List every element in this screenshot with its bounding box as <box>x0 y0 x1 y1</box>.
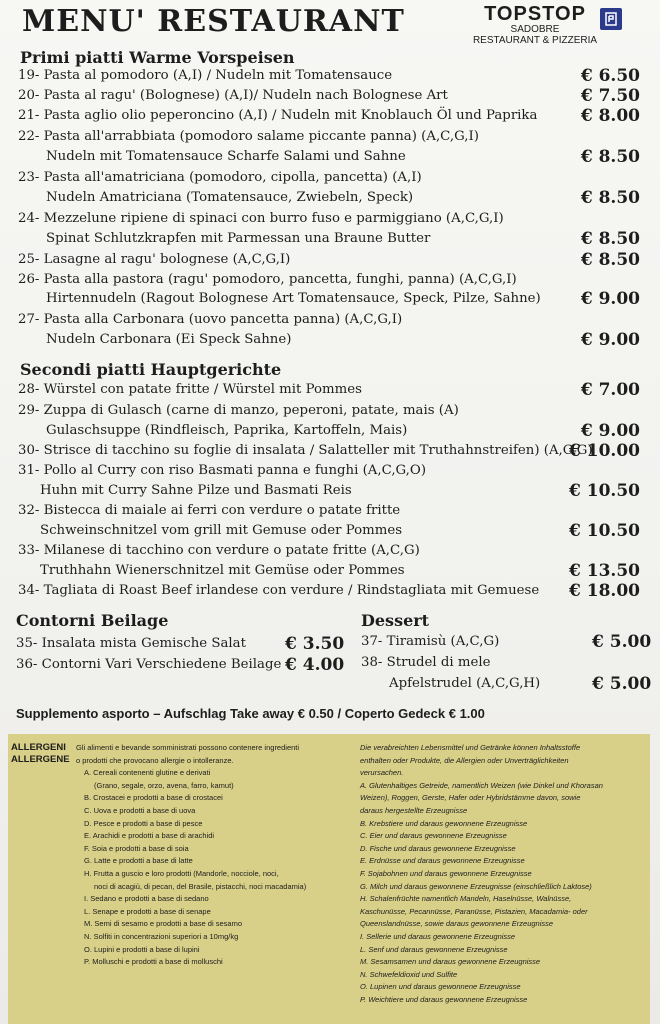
section-heading-dessert: Dessert <box>361 611 430 630</box>
item-translation: Hirtennudeln (Ragout Bolognese Art Tomatensauce, Speck, Pilze, Sahne) <box>46 291 541 306</box>
menu-item <box>18 87 640 105</box>
allergen-panel <box>8 734 650 1024</box>
item-price: € 10.50 <box>569 481 640 501</box>
allergen-line: P. Molluschi e prodotti a base di molluschi <box>84 957 223 967</box>
allergen-line: A. Cereali contenenti glutine e derivati <box>84 768 211 778</box>
item-label: 22- Pasta all'arrabbiata (pomodoro salame piccante panna) (A,C,G,I) <box>18 129 479 144</box>
menu-item <box>18 251 640 269</box>
allergen-heading-it: ALLERGENI <box>11 742 66 753</box>
item-price: € 8.50 <box>580 229 640 249</box>
allergen-line: F. Sojabohnen und daraus gewonnene Erzeugnisse <box>360 868 532 878</box>
allergen-line: O. Lupinen und daraus gewonnene Erzeugnisse <box>360 982 521 992</box>
menu-item <box>18 210 640 228</box>
dessert-item-label: 37- Tiramisù (A,C,G) <box>361 634 500 649</box>
item-translation: Gulaschsuppe (Rindfleisch, Paprika, Kartoffeln, Mais) <box>46 423 408 438</box>
menu-item-translation <box>18 230 640 248</box>
item-price: € 8.50 <box>580 147 640 167</box>
menu-item <box>18 311 640 329</box>
side-item-label: 36- Contorni Vari Verschiedene Beilage <box>16 657 282 672</box>
item-label: 19- Pasta al pomodoro (A,I) / Nudeln mit Tomatensauce <box>18 68 393 83</box>
brand-tagline: RESTAURANT & PIZZERIA <box>472 35 598 46</box>
menu-item <box>18 128 640 146</box>
menu-item-translation <box>18 290 640 308</box>
item-translation: Nudeln Amatriciana (Tomatensauce, Zwiebeln, Speck) <box>46 190 414 205</box>
allergen-line: Kaschunüsse, Pecannüsse, Paranüsse, Pistazien, Macadamia- oder <box>360 906 588 916</box>
item-translation: Spinat Schlutzkrapfen mit Parmessan una Braune Butter <box>46 231 431 246</box>
item-price: € 10.00 <box>569 441 640 461</box>
item-label: 24- Mezzelune ripiene di spinaci con burro fuso e parmiggiano (A,C,G,I) <box>18 211 504 226</box>
allergen-line: L. Senf und daraus gewonnene Erzeugnisse <box>360 944 508 954</box>
dessert-item-price: € 5.00 <box>592 632 652 652</box>
allergen-line: O. Lupini e prodotti a base di lupini <box>84 944 200 954</box>
item-price: € 8.50 <box>580 188 640 208</box>
item-label: 31- Pollo al Curry con riso Basmati panna e funghi (A,C,G,O) <box>18 463 427 478</box>
allergen-line: G. Latte e prodotti a base di latte <box>84 856 193 866</box>
menu-item <box>18 442 640 460</box>
item-price: € 9.00 <box>580 289 640 309</box>
side-item-label: 35- Insalata mista Gemische Salat <box>16 636 246 651</box>
brand-block <box>470 4 600 46</box>
item-translation: Schweinschnitzel vom grill mit Gemuse oder Pommes <box>40 523 403 538</box>
menu-item-translation <box>18 482 640 500</box>
allergen-line: (Grano, segale, orzo, avena, farro, kamut) <box>94 780 234 790</box>
item-price: € 9.00 <box>580 421 640 441</box>
menu-item-translation <box>18 331 640 349</box>
dessert-item-price: € 5.00 <box>592 674 652 694</box>
supplement-note: Supplemento asporto – Aufschlag Take away € 0.50 / Coperto Gedeck € 1.00 <box>16 706 485 721</box>
allergen-line: H. Frutta a guscio e loro prodotti (Mandorle, nocciole, noci, <box>84 868 279 878</box>
allergen-line: Gli alimenti e bevande somministrati possono contenere ingredienti <box>76 743 300 752</box>
section-heading-primi: Primi piatti Warme Vorspeisen <box>20 48 295 67</box>
item-label: 33- Milanese di tacchino con verdure o patate fritte (A,C,G) <box>18 543 420 558</box>
allergen-line: N. Solfiti in concentrazioni superiori a 10mg/kg <box>84 931 239 941</box>
item-label: 26- Pasta alla pastora (ragu' pomodoro, pancetta, funghi, panna) (A,C,G,I) <box>18 272 517 287</box>
menu-item-translation <box>18 562 640 580</box>
section-heading-secondi: Secondi piatti Hauptgerichte <box>20 360 282 379</box>
allergen-line: B. Crostacei e prodotti a base di crostacei <box>84 793 223 803</box>
item-translation: Truthhahn Wienerschnitzel mit Gemüse oder Pommes <box>40 563 405 578</box>
item-label: 21- Pasta aglio olio peperoncino (A,I) / Nudeln mit Knoblauch Öl und Paprika <box>18 108 538 123</box>
menu-item-translation <box>18 522 640 540</box>
allergen-list-de <box>360 742 648 1006</box>
allergen-line: F. Soia e prodotti a base di soia <box>84 843 189 853</box>
allergen-line: L. Senape e prodotti a base di senape <box>84 906 211 916</box>
menu-item-translation <box>18 189 640 207</box>
allergen-line: I. Sedano e prodotti a base di sedano <box>84 894 209 904</box>
allergen-line: H. Schalenfrüchte namentlich Mandeln, Haselnüsse, Walnüsse, <box>360 894 572 904</box>
allergen-line: Queenslandnüsse, sowie daraus gewonnene Erzeugnisse <box>360 919 554 929</box>
allergen-line: C. Eier und daraus gewonnene Erzeugnisse <box>360 831 507 841</box>
item-price: € 8.00 <box>580 106 640 126</box>
menu-item <box>18 67 640 85</box>
menu-item <box>18 107 640 125</box>
allergen-line: verursachen. <box>360 768 404 778</box>
item-label: 34- Tagliata di Roast Beef irlandese con verdure / Rindstagliata mit Gemuese <box>18 583 540 598</box>
allergen-line: D. Fische und daraus gewonnene Erzeugnisse <box>360 843 516 853</box>
brand-logo-icon <box>600 8 622 30</box>
allergen-line: o prodotti che provocano allergie o intolleranze. <box>76 755 234 765</box>
allergen-line: D. Pesce e prodotti a base di pesce <box>84 818 203 828</box>
menu-item <box>18 271 640 289</box>
allergen-line: Die verabreichten Lebensmittel und Getränke können Inhaltsstoffe <box>360 743 581 752</box>
item-label: 27- Pasta alla Carbonara (uovo pancetta panna) (A,C,G,I) <box>18 312 403 327</box>
allergen-line: daraus hergestellte Erzeugnisse <box>360 805 468 815</box>
item-price: € 9.00 <box>580 330 640 350</box>
page-title: MENU' RESTAURANT <box>22 4 405 39</box>
menu-item <box>18 462 640 480</box>
item-translation: Nudeln Carbonara (Ei Speck Sahne) <box>46 332 292 347</box>
menu-item <box>18 542 640 560</box>
dessert-item-label: 38- Strudel di mele <box>361 655 491 670</box>
menu-item <box>18 381 640 399</box>
allergen-line: E. Erdnüsse und daraus gewonnene Erzeugnisse <box>360 856 525 866</box>
item-label: 32- Bistecca di maiale ai ferri con verdure o patate fritte <box>18 503 401 518</box>
item-translation: Huhn mit Curry Sahne Pilze und Basmati Reis <box>40 483 352 498</box>
allergen-line: C. Uova e prodotti a base di uova <box>84 805 196 815</box>
allergen-line: noci di acagiù, di pecan, del Brasile, pistacchi, noci macadamia) <box>94 881 307 891</box>
allergen-list-it <box>76 742 356 969</box>
item-label: 20- Pasta al ragu' (Bolognese) (A,I)/ Nudeln nach Bolognese Art <box>18 88 448 103</box>
allergen-line: P. Weichtiere und daraus gewonnene Erzeugnisse <box>360 994 528 1004</box>
item-price: € 6.50 <box>580 66 640 86</box>
item-label: 28- Würstel con patate fritte / Würstel mit Pommes <box>18 382 362 397</box>
menu-item <box>18 582 640 600</box>
allergen-heading-de: ALLERGENE <box>11 754 70 765</box>
item-price: € 8.50 <box>580 250 640 270</box>
allergen-line: N. Schwefeldioxid und Sulfite <box>360 969 458 979</box>
item-translation: Nudeln mit Tomatensauce Scharfe Salami und Sahne <box>46 149 406 164</box>
item-label: 23- Pasta all'amatriciana (pomodoro, cipolla, pancetta) (A,I) <box>18 170 422 185</box>
side-item-price: € 4.00 <box>285 655 345 675</box>
allergen-line: I. Sellerie und daraus gewonnene Erzeugnisse <box>360 931 516 941</box>
allergen-line: G. Milch und daraus gewonnene Erzeugnisse (einschließlich Laktose) <box>360 881 592 891</box>
allergen-line: M. Semi di sesamo e prodotti a base di sesamo <box>84 919 242 929</box>
menu-item <box>18 402 640 420</box>
menu-item-translation <box>18 422 640 440</box>
item-label: 25- Lasagne al ragu' bolognese (A,C,G,I) <box>18 252 291 267</box>
allergen-line: enthalten oder Produkte, die Allergien oder Unverträglichkeiten <box>360 755 569 765</box>
item-label: 29- Zuppa di Gulasch (carne di manzo, peperoni, patate, mais (A) <box>18 403 459 418</box>
item-price: € 7.50 <box>580 86 640 106</box>
allergen-line: B. Krebstiere und daraus gewonnene Erzeugnisse <box>360 818 528 828</box>
side-item-price: € 3.50 <box>285 634 345 654</box>
item-price: € 13.50 <box>569 561 640 581</box>
allergen-line: E. Arachidi e prodotti a base di arachidi <box>84 831 215 841</box>
allergen-line: Weizen), Roggen, Gerste, Hafer oder Hybridstämme davon, sowie <box>360 793 581 803</box>
brand-name: TOPSTOP <box>484 3 586 25</box>
item-price: € 7.00 <box>580 380 640 400</box>
allergen-heading <box>11 742 70 766</box>
menu-item <box>18 169 640 187</box>
allergen-line: A. Glutenhaltiges Getreide, namentlich Weizen (wie Dinkel und Khorasan <box>360 780 603 790</box>
item-price: € 10.50 <box>569 521 640 541</box>
item-label: 30- Strisce di tacchino su foglie di insalata / Salatteller mit Truthahnstreifen) (A,C,G) <box>18 443 593 458</box>
item-price: € 18.00 <box>569 581 640 601</box>
menu-item-translation <box>18 148 640 166</box>
section-heading-contorni: Contorni Beilage <box>16 611 169 630</box>
brand-location: SADOBRE <box>510 24 560 35</box>
dessert-item-translation: Apfelstrudel (A,C,G,H) <box>389 676 541 691</box>
menu-item <box>18 502 640 520</box>
allergen-line: M. Sesamsamen und daraus gewonnene Erzeugnisse <box>360 957 541 967</box>
